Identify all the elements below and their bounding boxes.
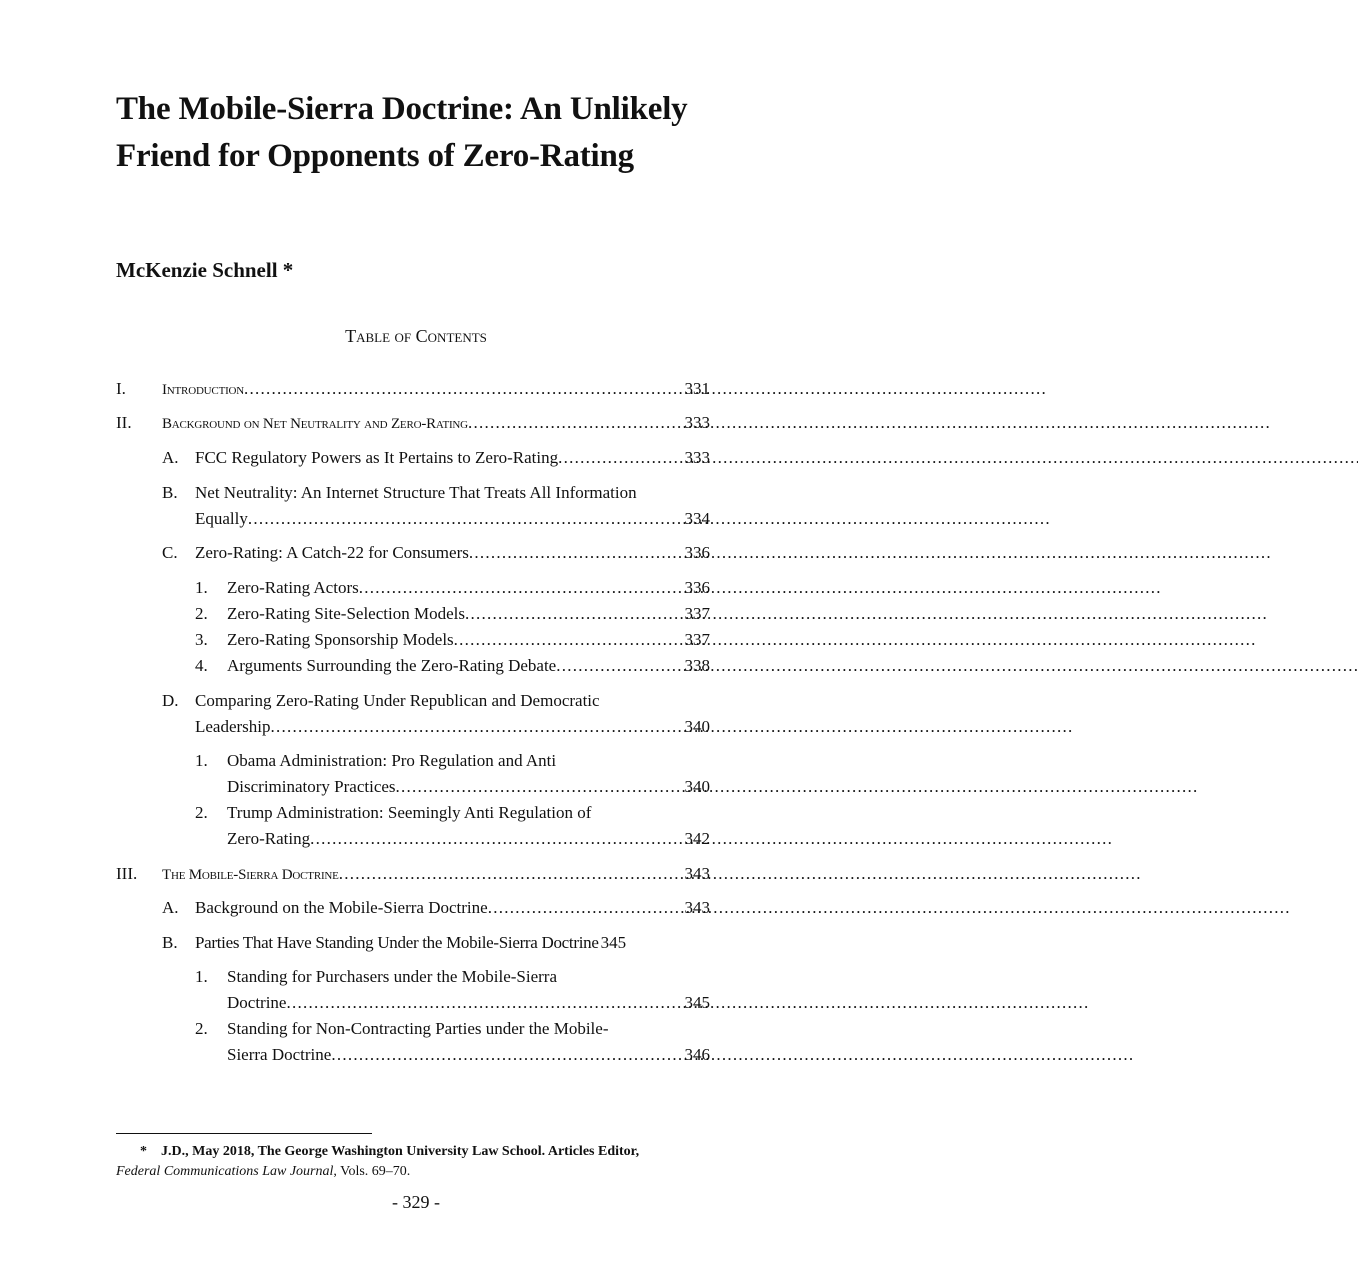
toc-number: II. (116, 413, 132, 432)
toc-page-number: 345 (684, 993, 710, 1012)
footnote-volumes: , Vols. 69–70. (333, 1164, 411, 1179)
author-name: McKenzie Schnell * (116, 258, 294, 282)
leader-dots (469, 540, 683, 566)
leader-dots (488, 895, 683, 921)
toc-entry-zero-rating-actors[interactable] (227, 575, 710, 601)
page-number: - 329 - (392, 1192, 440, 1212)
toc-page-number: 338 (684, 656, 710, 675)
toc-number: B. (162, 483, 178, 502)
toc-number: 4. (195, 656, 208, 675)
leader-dots (396, 774, 683, 800)
leader-dots (286, 990, 682, 1016)
toc-entry-site-selection[interactable] (227, 601, 710, 627)
toc-entry-net-neutrality[interactable] (195, 506, 710, 532)
toc-number: A. (162, 898, 179, 917)
toc-number: III. (116, 864, 138, 883)
toc-number: D. (162, 691, 179, 710)
toc-number: I. (116, 379, 126, 398)
toc-entry-label: The Mobile-Sierra Doctrine (162, 867, 339, 883)
toc-entry-non-contracting[interactable] (227, 1042, 710, 1068)
toc-entry-label: Introduction (162, 382, 245, 398)
toc-entry-label: Sierra Doctrine (227, 1045, 332, 1064)
toc-entry-mobile-sierra-background[interactable] (195, 895, 710, 921)
toc-entry-first-line: Net Neutrality: An Internet Structure That Treats All Information (195, 483, 637, 502)
toc-entry-sponsorship[interactable] (227, 627, 710, 653)
toc-number: 1. (195, 967, 208, 986)
toc-number: B. (162, 933, 178, 952)
toc-entry-label: Parties That Have Standing Under the Mobile-Sierra Doctrine (195, 933, 599, 952)
toc-page-number: 331 (684, 379, 710, 398)
toc-entry-first-line: Comparing Zero-Rating Under Republican and Democratic (195, 691, 600, 710)
toc-number: A. (162, 448, 179, 467)
toc-entry-mobile-sierra[interactable] (162, 861, 710, 888)
toc-entry-label: Background on the Mobile-Sierra Doctrine (195, 898, 488, 917)
toc-page-number: 337 (684, 630, 710, 649)
toc-page-number: 345 (600, 933, 627, 952)
footnote-journal: Federal Communications Law Journal (116, 1164, 334, 1179)
leader-dots (556, 653, 682, 679)
toc-entry-label: Doctrine (227, 993, 287, 1012)
toc-entry-parties-standing[interactable] (195, 930, 710, 956)
toc-number: 2. (195, 604, 208, 623)
leader-dots (331, 1042, 682, 1068)
toc-number: 1. (195, 751, 208, 770)
toc-page-number: 340 (684, 717, 710, 736)
toc-entry-label: Zero-Rating Site-Selection Models (227, 604, 465, 623)
toc-entry-zero-rating-catch22[interactable] (195, 540, 710, 566)
toc-entry-purchasers[interactable] (227, 990, 710, 1016)
footnote-mark: * (140, 1144, 147, 1159)
toc-entry-label: Zero-Rating Sponsorship Models (227, 630, 454, 649)
toc-entry-comparing[interactable] (195, 714, 710, 740)
toc-entry-first-line: Standing for Purchasers under the Mobile-Sierra (227, 967, 557, 986)
toc-entry-background[interactable] (162, 410, 710, 437)
leader-dots (468, 410, 683, 436)
toc-entry-label: FCC Regulatory Powers as It Pertains to Zero-Rating (195, 448, 559, 467)
toc-number: 3. (195, 630, 208, 649)
toc-page-number: 336 (684, 543, 710, 562)
toc-entry-fcc-powers[interactable] (195, 445, 710, 471)
leader-dots (271, 714, 683, 740)
leader-dots (454, 627, 683, 653)
toc-entry-first-line: Obama Administration: Pro Regulation and Anti (227, 751, 557, 770)
toc-page-number: 334 (684, 509, 710, 528)
toc-heading: Table of Contents (345, 326, 487, 346)
toc-page-number: 340 (684, 777, 710, 796)
leader-dots (244, 376, 682, 402)
toc-page-number: 343 (684, 864, 710, 883)
toc-entry-first-line: Trump Administration: Seemingly Anti Regulation of (227, 803, 592, 822)
toc-page-number: 343 (684, 898, 710, 917)
toc-entry-label: Zero-Rating: A Catch-22 for Consumers (195, 543, 469, 562)
leader-dots (465, 601, 683, 627)
leader-dots (248, 506, 683, 532)
toc-entry-arguments[interactable] (227, 653, 710, 679)
toc-number: 1. (195, 578, 208, 597)
toc-page-number: 342 (684, 829, 710, 848)
leader-dots (310, 826, 682, 852)
footnote (116, 1142, 720, 1182)
toc-entry-trump[interactable] (227, 826, 710, 852)
toc-entry-first-line: Standing for Non-Contracting Parties under the Mobile- (227, 1019, 609, 1038)
footnote-text: J.D., May 2018, The George Washington University Law School. Articles Editor, (161, 1144, 640, 1159)
toc-entry-obama[interactable] (227, 774, 710, 800)
toc-page-number: 333 (684, 448, 710, 467)
toc-number: 2. (195, 803, 208, 822)
footnote-divider (116, 1133, 372, 1134)
toc-page-number: 346 (684, 1045, 710, 1064)
toc-entry-label: Arguments Surrounding the Zero-Rating Debate (227, 656, 557, 675)
toc-entry-label: Zero-Rating Actors (227, 578, 359, 597)
toc-entry-label: Background on Net Neutrality and Zero-Rating (162, 416, 468, 432)
leader-dots (359, 575, 683, 601)
toc-entry-label: Discriminatory Practices (227, 777, 396, 796)
toc-entry-label: Zero-Rating (227, 829, 311, 848)
toc-entry-introduction[interactable] (162, 376, 710, 403)
toc-entry-label: Leadership (195, 717, 271, 736)
toc-number: C. (162, 543, 178, 562)
toc-number: 2. (195, 1019, 208, 1038)
article-title: The Mobile-Sierra Doctrine: An Unlikely Friend for Opponents of Zero-Rating (116, 91, 688, 174)
leader-dots (558, 445, 682, 471)
leader-dots (339, 861, 683, 887)
toc-page-number: 337 (684, 604, 710, 623)
toc-entry-label: Equally (195, 509, 248, 528)
toc-page-number: 333 (684, 413, 710, 432)
toc-page-number: 336 (684, 578, 710, 597)
